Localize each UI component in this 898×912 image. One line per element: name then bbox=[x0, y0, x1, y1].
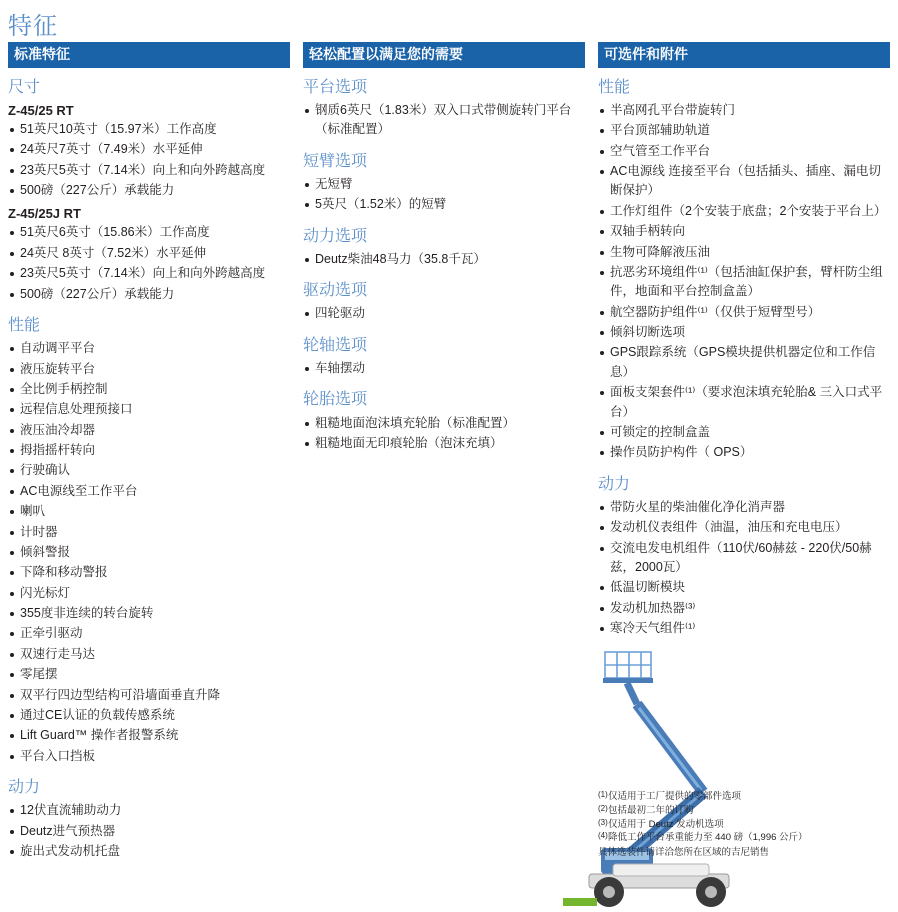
section-title: 性能 bbox=[598, 78, 631, 96]
section-title: 平台选项 bbox=[303, 78, 368, 96]
feature-list bbox=[303, 101, 585, 140]
list-item: 双速行走马达 bbox=[8, 645, 290, 664]
section-title: 驱动选项 bbox=[303, 282, 368, 300]
list-item: 液压旋转平台 bbox=[8, 360, 290, 379]
list-item: Deutz进气预热器 bbox=[8, 822, 290, 841]
list-item: 正牵引驱动 bbox=[8, 624, 290, 643]
list-item: 旋出式发动机托盘 bbox=[8, 842, 290, 861]
footnote-text: 包括最初二年的订购 bbox=[608, 804, 694, 816]
column-configuration-options bbox=[303, 42, 585, 454]
list-item: 交流电发电机组件（110伏/60赫兹 - 220伏/50赫兹，2000瓦） bbox=[598, 539, 890, 578]
feature-list bbox=[303, 175, 585, 215]
list-item: 23英尺5英寸（7.14米）向上和向外跨越高度 bbox=[8, 161, 290, 180]
list-item: 寒冷天气组件⁽¹⁾ bbox=[598, 619, 890, 638]
column-header: 可选件和附件 bbox=[598, 42, 890, 68]
page-title: 特征 bbox=[8, 13, 58, 40]
list-item: 5英尺（1.52米）的短臂 bbox=[303, 195, 585, 214]
column-header: 标准特征 bbox=[8, 42, 290, 68]
feature-list bbox=[8, 339, 290, 766]
list-item: 半高网孔平台带旋转门 bbox=[598, 101, 890, 120]
feature-list bbox=[8, 120, 290, 201]
list-item: 500磅（227公斤）承载能力 bbox=[8, 285, 290, 304]
list-item: 双平行四边型结构可沿墙面垂直升降 bbox=[8, 686, 290, 705]
column-options-accessories bbox=[598, 42, 890, 640]
list-item: AC电源线至工作平台 bbox=[8, 482, 290, 501]
list-item: 倾斜切断选项 bbox=[598, 323, 890, 342]
list-item: 零尾摆 bbox=[8, 665, 290, 684]
section-title: 性能 bbox=[8, 316, 41, 334]
footnote-text: 仅适用于工厂提供的零部件选项 bbox=[608, 791, 742, 802]
list-item: 喇叭 bbox=[8, 502, 290, 521]
footnote bbox=[598, 804, 894, 818]
list-item: 车轴摆动 bbox=[303, 359, 585, 378]
boom-lift-illustration bbox=[553, 642, 783, 912]
section-title: 轮轴选项 bbox=[303, 336, 368, 354]
list-item: 51英尺6英寸（15.86米）工作高度 bbox=[8, 223, 290, 242]
footnote-mark: (4) bbox=[598, 831, 608, 841]
list-item: 液压油冷却器 bbox=[8, 421, 290, 440]
list-item: 带防火星的柴油催化净化消声器 bbox=[598, 498, 890, 517]
feature-list bbox=[303, 359, 585, 378]
list-item: 自动调平平台 bbox=[8, 339, 290, 358]
list-item: 下降和移动警报 bbox=[8, 563, 290, 582]
list-item: 355度非连续的转台旋转 bbox=[8, 604, 290, 623]
footnote-mark: (1) bbox=[598, 790, 608, 799]
footnote bbox=[598, 790, 894, 804]
footnote bbox=[598, 831, 894, 845]
list-item: 双轴手柄转向 bbox=[598, 222, 890, 241]
list-item: 全比例手柄控制 bbox=[8, 380, 290, 399]
list-item: 23英尺5英寸（7.14米）向上和向外跨越高度 bbox=[8, 264, 290, 283]
list-item: 拇指摇杆转向 bbox=[8, 441, 290, 460]
list-item: 可锁定的控制盒盖 bbox=[598, 423, 890, 442]
list-item: Deutz柴油48马力（35.8千瓦） bbox=[303, 250, 585, 269]
list-item: 平台顶部辅助轨道 bbox=[598, 121, 890, 140]
footnote-text: 降低工作平台承重能力至 440 磅（1,996 公斤） bbox=[608, 832, 808, 844]
section-title: 尺寸 bbox=[8, 78, 41, 96]
footnote-note: 具体选装件请详洽您所在区域的吉尼销售 bbox=[598, 847, 770, 859]
list-item: 12伏直流辅助动力 bbox=[8, 801, 290, 820]
feature-list bbox=[303, 304, 585, 323]
section-title: 动力 bbox=[8, 779, 41, 797]
section-title: 动力 bbox=[598, 475, 631, 493]
section-title: 动力选项 bbox=[303, 227, 368, 245]
list-item: 面板支架套件⁽¹⁾（要求泡沫填充轮胎& 三入口式平台） bbox=[598, 383, 890, 422]
list-item: Lift Guard™ 操作者报警系统 bbox=[8, 726, 290, 745]
list-item: 粗糙地面泡沫填充轮胎（标准配置） bbox=[303, 414, 585, 433]
list-item: 无短臂 bbox=[303, 175, 585, 194]
list-item: 钢质6英尺（1.83米）双入口式带侧旋转门平台（标准配置） bbox=[303, 101, 585, 140]
footnote-text: 仅适用于 Deutz 发动机选项 bbox=[608, 818, 724, 830]
column-standard-features bbox=[8, 42, 290, 862]
list-item: 500磅（227公斤）承载能力 bbox=[8, 181, 290, 200]
list-item: 空气管至工作平台 bbox=[598, 142, 890, 161]
list-item: 计时器 bbox=[8, 523, 290, 542]
footnotes bbox=[598, 790, 894, 860]
list-item: 操作员防护构件（ OPS） bbox=[598, 443, 890, 462]
list-item: 行驶确认 bbox=[8, 461, 290, 480]
list-item: 工作灯组件（2个安装于底盘；2个安装于平台上） bbox=[598, 202, 890, 221]
list-item: 24英尺7英寸（7.49米）水平延伸 bbox=[8, 140, 290, 159]
list-item: 平台入口挡板 bbox=[8, 747, 290, 766]
list-item: 远程信息处理预接口 bbox=[8, 400, 290, 419]
feature-list bbox=[303, 250, 585, 269]
feature-list bbox=[598, 498, 890, 639]
footnote-mark: (3) bbox=[598, 817, 608, 827]
list-item: 24英尺 8英寸（7.52米）水平延伸 bbox=[8, 244, 290, 263]
model-subtitle: Z-45/25J RT bbox=[8, 206, 81, 222]
footnote bbox=[598, 818, 894, 832]
model-subtitle: Z-45/25 RT bbox=[8, 102, 74, 118]
feature-list bbox=[8, 223, 290, 304]
list-item: 粗糙地面无印痕轮胎（泡沫充填） bbox=[303, 434, 585, 453]
list-item: 航空器防护组件⁽¹⁾（仅供于短臂型号） bbox=[598, 303, 890, 322]
footnote-mark: (2) bbox=[598, 803, 608, 813]
section-title: 轮胎选项 bbox=[303, 391, 368, 409]
feature-list bbox=[8, 801, 290, 861]
list-item: 四轮驱动 bbox=[303, 304, 585, 323]
feature-list bbox=[303, 414, 585, 454]
list-item: GPS跟踪系统（GPS模块提供机器定位和工作信息） bbox=[598, 343, 890, 382]
list-item: AC电源线 连接至平台（包括插头、插座、漏电切断保护） bbox=[598, 162, 890, 201]
list-item: 抗恶劣环境组件⁽¹⁾（包括油缸保护套，臂杆防尘组件，地面和平台控制盒盖） bbox=[598, 263, 890, 302]
list-item: 低温切断模块 bbox=[598, 578, 890, 597]
column-header: 轻松配置以满足您的需要 bbox=[303, 42, 585, 68]
list-item: 倾斜警报 bbox=[8, 543, 290, 562]
section-title: 短臂选项 bbox=[303, 152, 368, 170]
list-item: 51英尺10英寸（15.97米）工作高度 bbox=[8, 120, 290, 139]
list-item: 生物可降解液压油 bbox=[598, 243, 890, 262]
feature-list bbox=[598, 101, 890, 463]
list-item: 闪光标灯 bbox=[8, 584, 290, 603]
list-item: 发动机加热器⁽³⁾ bbox=[598, 599, 890, 618]
list-item: 通过CE认证的负载传感系统 bbox=[8, 706, 290, 725]
list-item: 发动机仪表组件（油温，油压和充电电压） bbox=[598, 518, 890, 537]
